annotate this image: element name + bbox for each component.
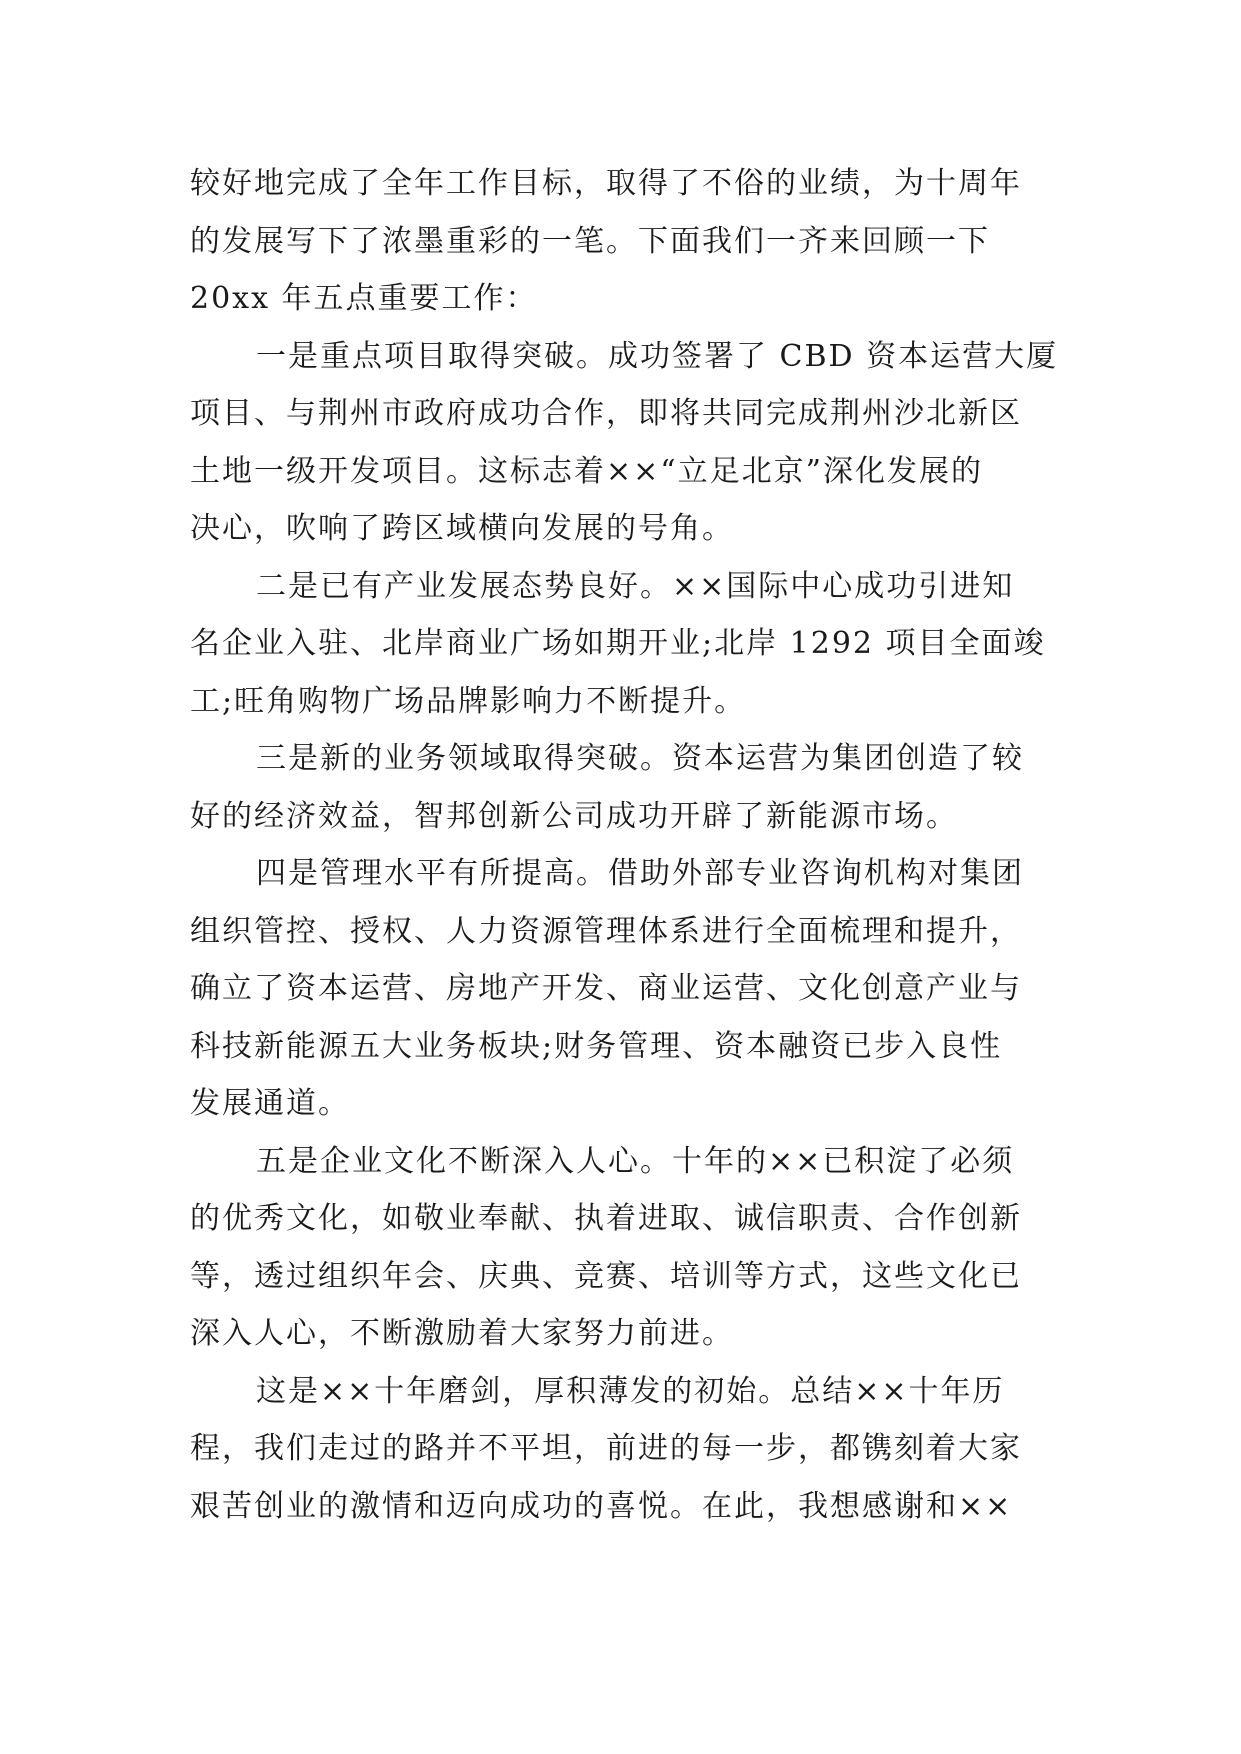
text-line: 项目、与荆州市政府成功合作，即将共同完成荆州沙北新区 [190, 396, 1022, 431]
text-line: 较好地完成了全年工作目标，取得了不俗的业绩，为十周年 [190, 166, 1022, 201]
paragraph-first-line: 四是管理水平有所提高。借助外部专业咨询机构对集团 [256, 856, 1024, 891]
text-line: 的优秀文化，如敬业奉献、执着进取、诚信职责、合作创新 [190, 1201, 1022, 1236]
text-line: 程，我们走过的路并不平坦，前进的每一步，都镌刻着大家 [190, 1431, 1022, 1466]
text-line: 的发展写下了浓墨重彩的一笔。下面我们一齐来回顾一下 [190, 223, 990, 259]
paragraph-first-line: 五是企业文化不断深入人心。十年的××已积淀了必须 [256, 1143, 1015, 1179]
text-line: 等，透过组织年会、庆典、竞赛、培训等方式，这些文化已 [190, 1258, 1022, 1294]
text-line: 名企业入驻、北岸商业广场如期开业;北岸 1292 项目全面竣 [190, 626, 1046, 661]
text-line: 深入人心，不断激励着大家努力前进。 [190, 1316, 734, 1351]
text-line: 决心，吹响了跨区域横向发展的号角。 [190, 511, 734, 546]
paragraph-first-line: 二是已有产业发展态势良好。××国际中心成功引进知 [256, 568, 1015, 604]
paragraph-first-line: 这是××十年磨剑，厚积薄发的初始。总结××十年历 [256, 1373, 1005, 1409]
text-line: 确立了资本运营、房地产开发、商业运营、文化创意产业与 [190, 971, 1022, 1006]
text-line: 发展通道。 [190, 1086, 350, 1121]
text-line: 工;旺角购物广场品牌影响力不断提升。 [190, 683, 747, 719]
text-line: 好的经济效益，智邦创新公司成功开辟了新能源市场。 [190, 798, 958, 834]
text-line: 艰苦创业的激情和迈向成功的喜悦。在此，我想感谢和×× [190, 1488, 1013, 1524]
text-line: 土地一级开发项目。这标志着××“立足北京”深化发展的 [190, 453, 983, 489]
paragraph-first-line: 三是新的业务领域取得突破。资本运营为集团创造了较 [256, 741, 1024, 776]
text-line: 20xx 年五点重要工作： [190, 281, 538, 316]
text-line: 科技新能源五大业务板块;财务管理、资本融资已步入良性 [190, 1028, 1003, 1064]
paragraph-first-line: 一是重点项目取得突破。成功签署了 CBD 资本运营大厦 [256, 338, 1059, 374]
document-body [190, 155, 1059, 1535]
text-line: 组织管控、授权、人力资源管理体系进行全面梳理和提升， [190, 913, 1022, 949]
